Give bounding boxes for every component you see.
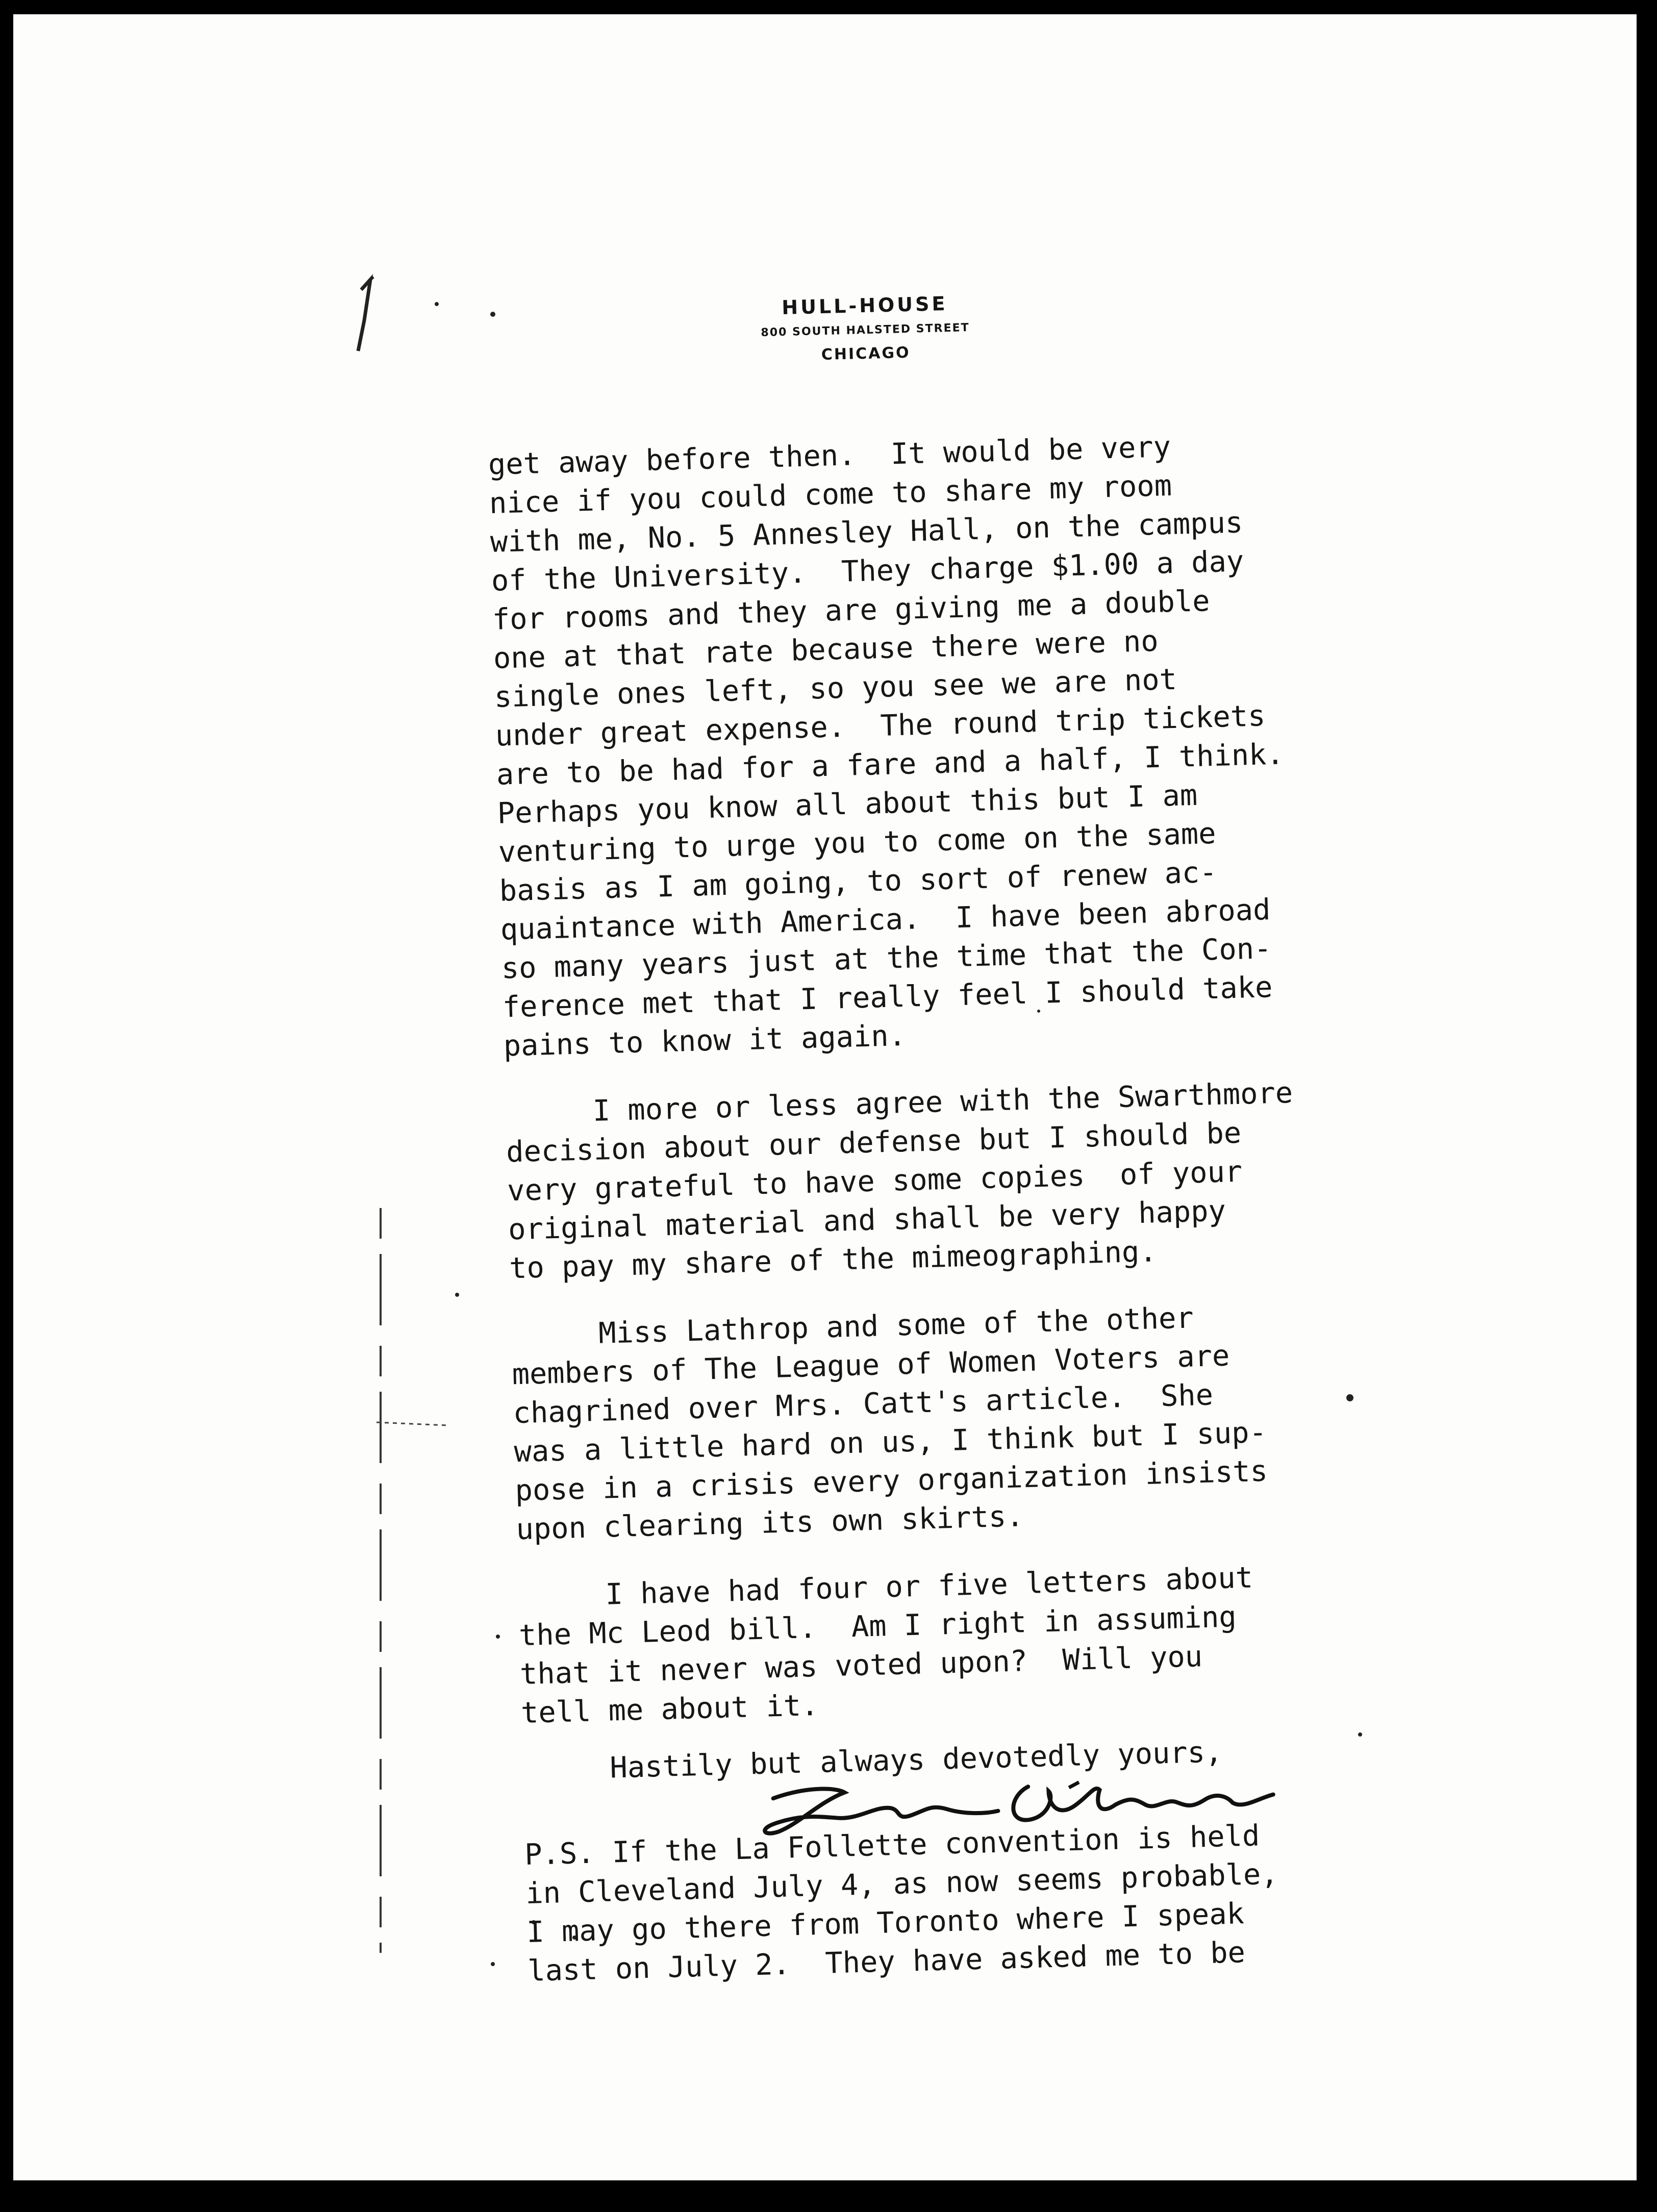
text-line: get away before then. It would be very	[488, 430, 1171, 482]
text-line: pose in a crisis every organization insists	[514, 1454, 1268, 1508]
letter-page	[13, 14, 1637, 2180]
text-line: members of The League of Women Voters are	[511, 1339, 1231, 1392]
text-line: of the University. They charge $1.00 a day	[491, 544, 1244, 598]
postscript	[524, 1812, 1436, 1990]
closing-line: Hastily but always devotedly yours,	[522, 1735, 1223, 1788]
text-line: to pay my share of the mimeographing.	[509, 1235, 1158, 1286]
letterhead	[706, 288, 1024, 369]
letter-body	[488, 421, 1436, 1991]
text-line: in Cleveland July 4, as now seems probable,	[525, 1857, 1279, 1911]
text-line: P.S. If the La Follette convention is held	[524, 1819, 1261, 1872]
text-line: that it never was voted upon? Will you	[519, 1640, 1203, 1692]
text-line: pains to know it again.	[503, 1018, 907, 1063]
text-line: basis as I am going, to sort of renew ac-	[499, 855, 1218, 908]
text-line: so many years just at the time that the Con-	[500, 932, 1272, 986]
text-line: was a little hard on us, I think but I sup-	[513, 1415, 1267, 1469]
text-line: I may go there from Toronto where I speak	[526, 1897, 1245, 1949]
letterhead-name: HULL-HOUSE	[781, 292, 948, 319]
text-line: I more or less agree with the Swarthmore	[505, 1076, 1293, 1130]
text-line: single ones left, so you see we are not	[494, 662, 1177, 714]
text-line: chagrined over Mrs. Catt's article. She	[512, 1378, 1214, 1430]
text-line: decision about our defense but I should be	[506, 1116, 1242, 1169]
text-line: very grateful to have some copies of your	[507, 1154, 1243, 1208]
text-line: venturing to urge you to come on the same	[498, 816, 1217, 869]
letterhead-address: 800 SOUTH HALSTED STREET	[761, 321, 970, 339]
text-line: one at that rate because there were no	[493, 624, 1159, 675]
text-line: nice if you could come to share my room	[489, 468, 1172, 520]
text-line: with me, No. 5 Annesley Hall, on the campus	[490, 506, 1243, 559]
text-line: original material and shall be very happy	[508, 1194, 1226, 1247]
text-line: the Mc Leod bill. Am I right in assuming	[518, 1600, 1237, 1653]
text-line: last on July 2. They have asked me to be	[527, 1936, 1246, 1988]
text-line: quaintance with America. I have been abroad	[500, 893, 1271, 947]
letterhead-city: CHICAGO	[821, 343, 911, 364]
text-line: tell me about it.	[520, 1688, 819, 1730]
paragraph-1	[488, 421, 1412, 1065]
text-line: are to be had for a fare and a half, I think.	[496, 737, 1285, 792]
text-line: for rooms and they are giving me a double	[492, 584, 1211, 637]
text-line: I have had four or five letters about	[517, 1561, 1253, 1614]
paragraph-3	[511, 1293, 1424, 1549]
paragraph-4	[517, 1554, 1429, 1732]
text-line: upon clearing its own skirts.	[515, 1499, 1024, 1547]
text-line: Miss Lathrop and some of the other	[510, 1301, 1194, 1353]
text-line: under great expense. The round trip tickets	[495, 699, 1266, 753]
text-line: ference met that I really feel I should take	[501, 970, 1273, 1024]
paragraph-2	[505, 1070, 1417, 1288]
text-line: Perhaps you know all about this but I am	[497, 778, 1198, 831]
